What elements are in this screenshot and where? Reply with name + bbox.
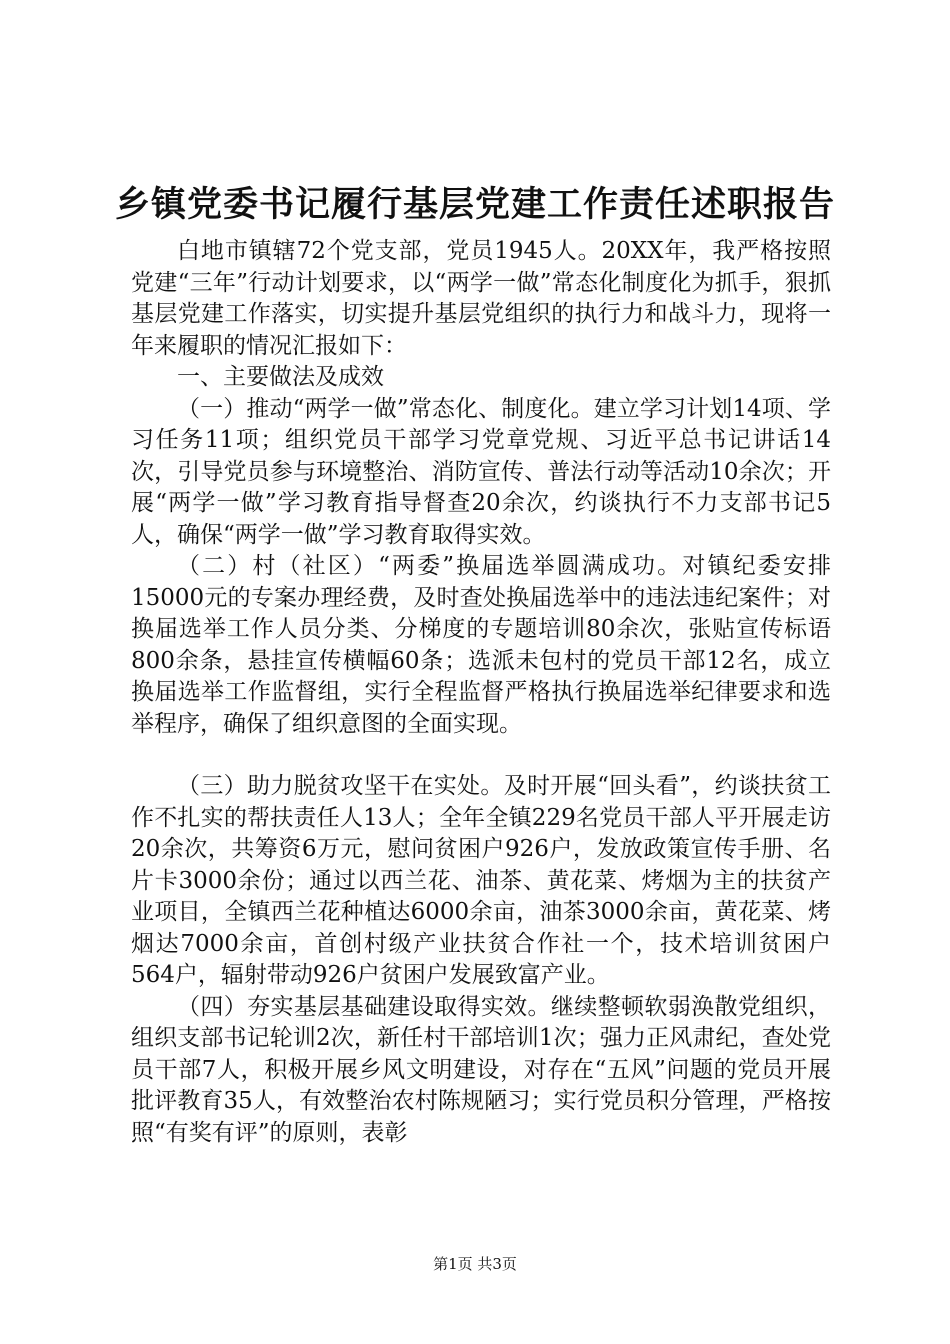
item-three-paragraph: （三）助力脱贫攻坚干在实处。及时开展“回头看”，约谈扶贫工作不扎实的帮扶责任人13人；全年全镇229名党员干部人平开展走访20余次，共筹资6万元，慰问贫困户926户，发放政策宣传手册、名片卡3000余份；通过以西兰花、油茶、黄花菜、烤烟为主的扶贫产业项目，全镇西兰花种植达6000余亩，油茶3000余亩，黄花菜、烤烟达7000余亩，首创村级产业扶贫合作社一个，技术培训贫困户564户，辐射带动926户贫困户发展致富产业。 (131, 773, 831, 988)
item-four-paragraph: （四）夯实基层基础建设取得实效。继续整顿软弱涣散党组织，组织支部书记轮训2次，新任村干部培训1次；强力正风肃纪，查处党员干部7人，积极开展乡风文明建设，对存在“五风”问题的党员开展批评教育35人，有效整治农村陈规陋习；实行党员积分管理，严格按照“有奖有评”的原则，表彰 (131, 993, 831, 1146)
item-one-paragraph: （一）推动“两学一做”常态化、制度化。建立学习计划14项、学习任务11项；组织党员干部学习党章党规、习近平总书记讲话14次，引导党员参与环境整治、消防宣传、普法行动等活动10余次；开展“两学一做”学习教育指导督查20余次，约谈执行不力支部书记5人，确保“两学一做”学习教育取得实效。 (131, 395, 831, 548)
intro-paragraph: 白地市镇辖72个党支部，党员1945人。20XX年，我严格按照党建“三年”行动计划要求，以“两学一做”常态化制度化为抓手，狠抓基层党建工作落实，切实提升基层党组织的执行力和战斗力，现将一年来履职的情况汇报如下： (131, 238, 831, 359)
document-title: 乡镇党委书记履行基层党建工作责任述职报告 (114, 184, 835, 225)
section-heading: 一、主要做法及成效 (177, 364, 384, 390)
item-two-paragraph: （二）村（社区）“两委”换届选举圆满成功。对镇纪委安排15000元的专案办理经费，及时查处换届选举中的违法违纪案件；对换届选举工作人员分类、分梯度的专题培训80余次，张贴宣传标语800余条，悬挂宣传横幅60条；选派未包村的党员干部12名，成立换届选举工作监督组，实行全程监督严格执行换届选举纪律要求和选举程序，确保了组织意图的全面实现。 (131, 553, 831, 737)
document-body (131, 236, 831, 1149)
page-number-footer: 第1页 共3页 (433, 1255, 517, 1273)
